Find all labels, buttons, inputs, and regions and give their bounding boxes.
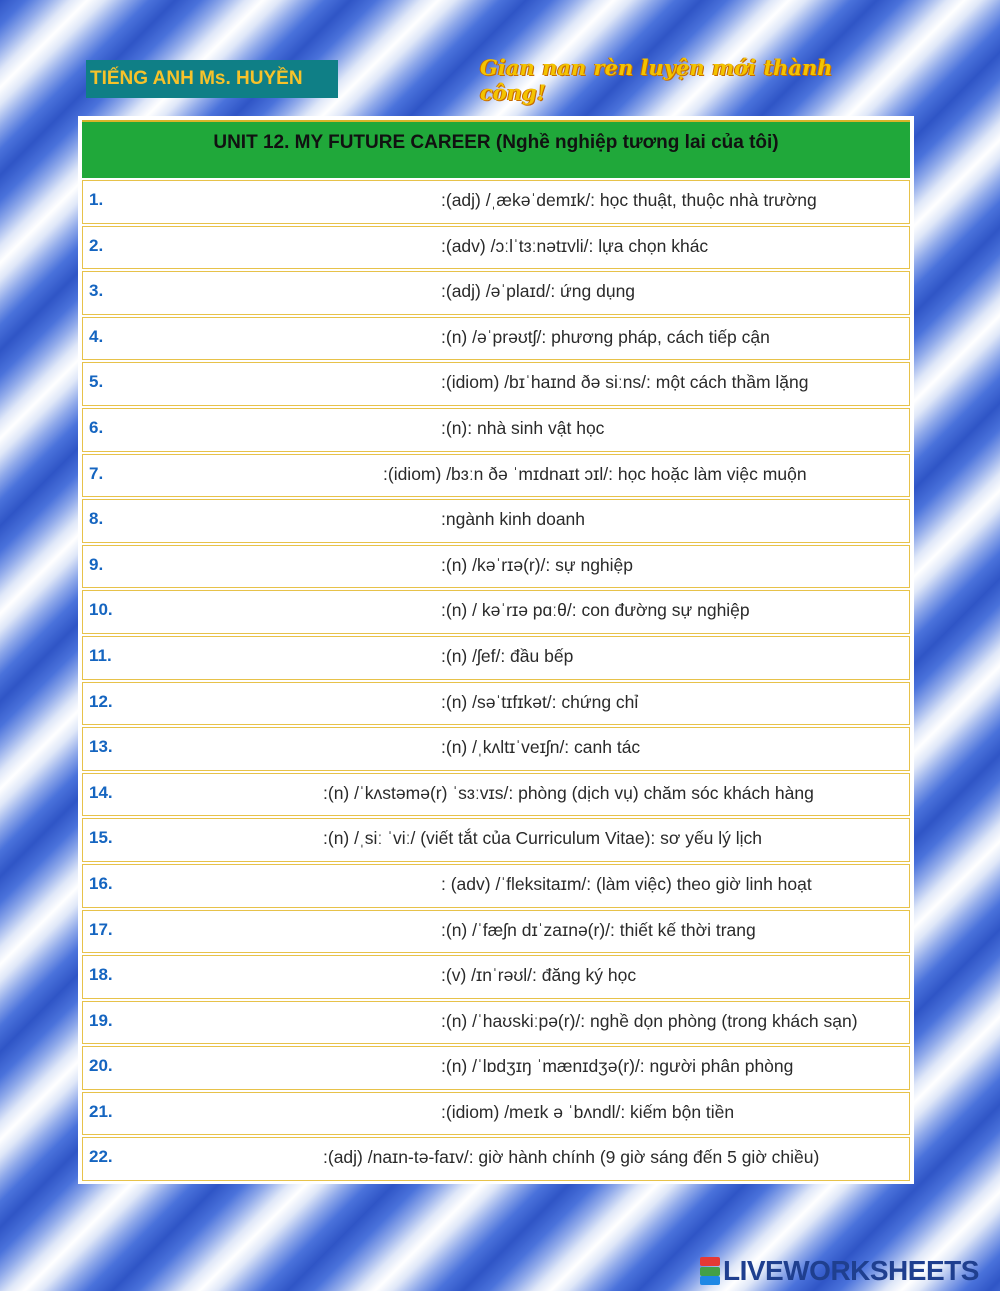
item-number: 2. xyxy=(89,235,104,255)
vocab-row xyxy=(82,180,910,224)
vocabulary-list xyxy=(82,180,910,1183)
answer-input[interactable] xyxy=(133,643,435,673)
answer-input[interactable] xyxy=(133,506,435,536)
teacher-badge: TIẾNG ANH Ms. HUYỀN xyxy=(86,60,338,98)
slogan: Gian nan rèn luyện mới thành công! xyxy=(480,55,833,105)
answer-input[interactable] xyxy=(133,324,435,354)
item-number: 1. xyxy=(89,190,104,209)
item-number: 8. xyxy=(89,509,104,529)
definition-text: :(adj) /ˌækəˈdemɪk/: học thuật, thuộc nhà trường xyxy=(441,190,817,210)
vocab-row xyxy=(82,818,910,862)
definition-text: :(n) /səˈtɪfɪkət/: chứng chỉ xyxy=(441,691,639,712)
definition-text: :(idiom) /bɜːn ðə ˈmɪdnaɪt ɔɪl/: học hoặc làm việc muộn xyxy=(383,463,807,484)
definition-text: :(idiom) /meɪk ə ˈbʌndl/: kiếm bộn tiền xyxy=(441,1101,735,1122)
item-number: 4. xyxy=(89,326,104,346)
answer-input[interactable] xyxy=(133,461,377,491)
answer-input[interactable] xyxy=(133,597,435,627)
vocab-row xyxy=(82,864,910,908)
answer-input[interactable] xyxy=(133,1144,317,1174)
answer-input[interactable] xyxy=(133,233,435,263)
definition-text: :(n) /ˌsiː ˈviː/ (viết tắt của Curriculum Vitae): sơ yếu lý lịch xyxy=(323,828,763,849)
definition-text: :(idiom) /bɪˈhaɪnd ðə siːns/: một cách thầm lặng xyxy=(441,372,809,393)
vocab-row xyxy=(82,454,910,498)
answer-input[interactable] xyxy=(133,278,435,308)
vocab-row xyxy=(82,1046,910,1090)
answer-input[interactable] xyxy=(133,187,435,217)
logo-icon xyxy=(700,1257,720,1285)
answer-input[interactable] xyxy=(133,825,317,855)
vocab-row xyxy=(82,317,910,361)
item-number: 21. xyxy=(89,1101,113,1121)
vocab-row xyxy=(82,910,910,954)
vocab-row xyxy=(82,499,910,543)
answer-input[interactable] xyxy=(133,734,435,764)
definition-text: :(adj) /əˈplaɪd/: ứng dụng xyxy=(441,281,636,302)
definition-text: :(adj) /naɪn-tə-faɪv/: giờ hành chính (9 giờ sáng đến 5 giờ chiều) xyxy=(323,1147,820,1168)
definition-text: :(adv) /ɔːlˈtɜːnətɪvli/: lựa chọn khác xyxy=(441,235,709,256)
logo-text: LIVEWORKSHEETS xyxy=(723,1255,979,1286)
definition-text: :(n) /ˈkʌstəmə(r) ˈsɜːvɪs/: phòng (dịch vụ) chăm sóc khách hàng xyxy=(323,782,814,803)
vocab-row xyxy=(82,1092,910,1136)
item-number: 19. xyxy=(89,1010,113,1030)
item-number: 20. xyxy=(89,1056,113,1076)
answer-input[interactable] xyxy=(133,917,435,947)
answer-input[interactable] xyxy=(133,552,435,582)
vocab-row xyxy=(82,362,910,406)
item-number: 3. xyxy=(89,281,104,301)
item-number: 15. xyxy=(89,828,113,848)
vocab-row xyxy=(82,727,910,771)
item-number: 13. xyxy=(89,737,113,757)
answer-input[interactable] xyxy=(133,689,435,719)
vocab-row xyxy=(82,636,910,680)
definition-text: :(n) / kəˈrɪə pɑːθ/: con đường sự nghiệp xyxy=(441,600,750,621)
definition-text: :(n) /ʃef/: đầu bếp xyxy=(441,645,574,666)
item-number: 11. xyxy=(89,645,112,665)
definition-text: :(v) /ɪnˈrəʊl/: đăng ký học xyxy=(441,965,637,986)
definition-text: :(n): nhà sinh vật học xyxy=(441,417,605,438)
item-number: 12. xyxy=(89,691,113,711)
vocab-row xyxy=(82,1001,910,1045)
definition-text: :(n) /əˈprəʊtʃ/: phương pháp, cách tiếp cận xyxy=(441,326,770,347)
vocab-row xyxy=(82,271,910,315)
vocab-row xyxy=(82,545,910,589)
definition-text: :ngành kinh doanh xyxy=(441,509,586,530)
item-number: 14. xyxy=(89,782,113,802)
item-number: 10. xyxy=(89,600,113,620)
definition-text: :(n) /ˈhaʊskiːpə(r)/: nghề dọn phòng (trong khách sạn) xyxy=(441,1010,858,1031)
item-number: 16. xyxy=(89,873,113,893)
vocab-row xyxy=(82,773,910,817)
answer-input[interactable] xyxy=(133,780,317,810)
vocab-row xyxy=(82,590,910,634)
item-number: 7. xyxy=(89,463,104,483)
definition-text: :(n) /kəˈrɪə(r)/: sự nghiệp xyxy=(441,554,634,575)
definition-text: : (adv) /ˈfleksitaɪm/: (làm việc) theo giờ linh hoạt xyxy=(441,873,812,894)
vocab-row xyxy=(82,226,910,270)
definition-text: :(n) /ˌkʌltɪˈveɪʃn/: canh tác xyxy=(441,737,641,758)
answer-input[interactable] xyxy=(133,962,435,992)
item-number: 18. xyxy=(89,965,113,985)
item-number: 9. xyxy=(89,554,104,574)
definition-text: :(n) /ˈlɒdʒɪŋ ˈmænɪdʒə(r)/: người phân phòng xyxy=(441,1056,794,1077)
vocab-row xyxy=(82,955,910,999)
worksheet xyxy=(78,116,914,1184)
item-number: 5. xyxy=(89,372,104,392)
answer-input[interactable] xyxy=(133,1008,435,1038)
vocab-row xyxy=(82,408,910,452)
vocab-row xyxy=(82,1137,910,1181)
item-number: 6. xyxy=(89,417,104,437)
liveworksheets-logo xyxy=(700,1253,979,1289)
worksheet-title: UNIT 12. MY FUTURE CAREER (Nghề nghiệp tương lai của tôi) xyxy=(82,120,910,178)
answer-input[interactable] xyxy=(133,415,435,445)
answer-input[interactable] xyxy=(133,369,435,399)
answer-input[interactable] xyxy=(133,1099,435,1129)
item-number: 22. xyxy=(89,1147,113,1167)
vocab-row xyxy=(82,682,910,726)
item-number: 17. xyxy=(89,919,113,939)
answer-input[interactable] xyxy=(133,1053,435,1083)
definition-text: :(n) /ˈfæʃn dɪˈzaɪnə(r)/: thiết kế thời trang xyxy=(441,919,756,940)
answer-input[interactable] xyxy=(133,871,435,901)
